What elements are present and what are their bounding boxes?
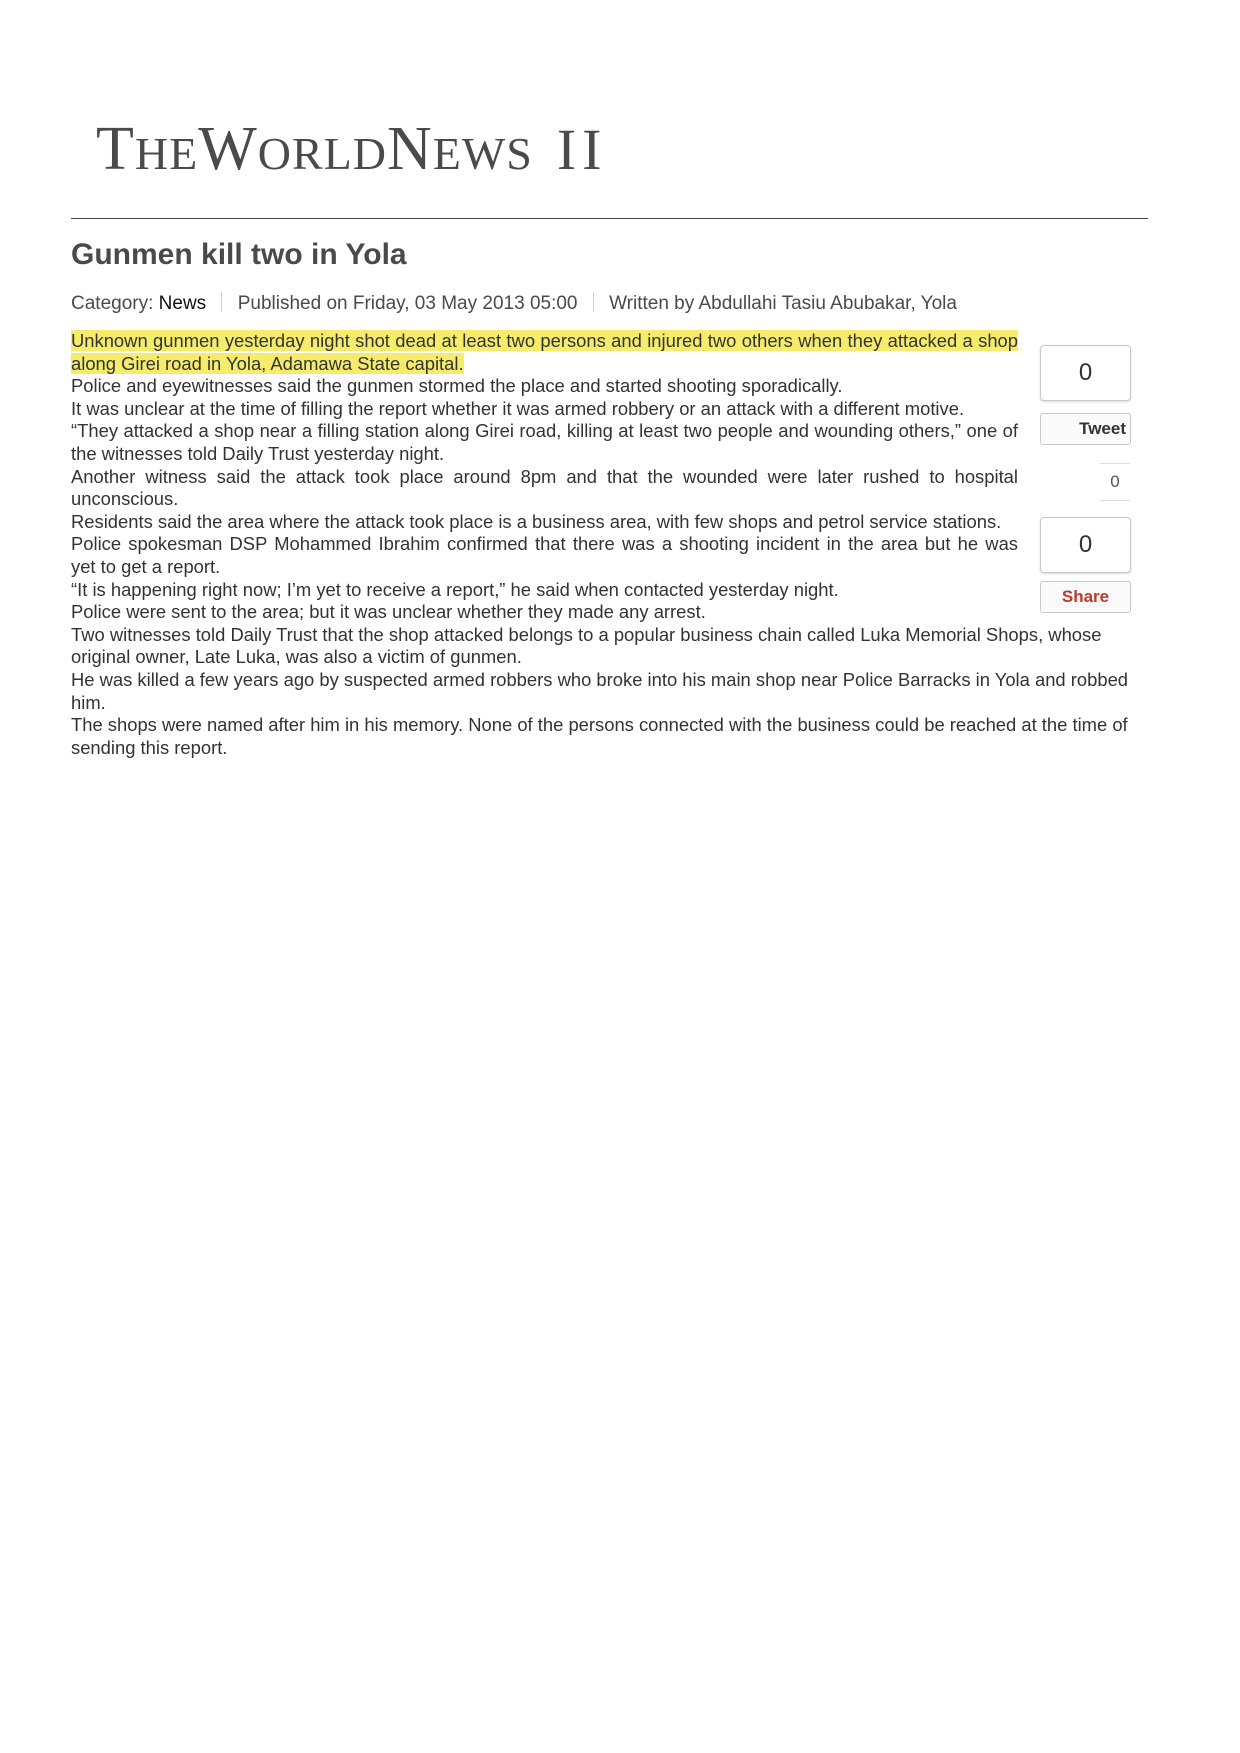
meta-separator [593, 292, 594, 312]
header-divider [71, 218, 1148, 219]
body-paragraph: Residents said the area where the attack took place is a business area, with few shops and petrol service stations. [71, 510, 1002, 532]
body-paragraph: “They attacked a shop near a filling station along Girei road, killing at least two people and wounding others,” one of the witnesses told Daily Trust yesterday night. [71, 420, 1018, 464]
category-link[interactable]: News [158, 293, 207, 314]
body-paragraph: It was unclear at the time of filling the report whether it was armed robbery or an attack with a different motive. [71, 397, 965, 419]
tweet-count-box: 0 [1040, 345, 1131, 401]
tweet-button[interactable]: Tweet [1040, 413, 1131, 445]
body-paragraph: Police were sent to the area; but it was unclear whether they made any arrest. [71, 601, 706, 623]
article-meta [71, 292, 957, 315]
meta-separator [221, 292, 222, 312]
published-date: Published on Friday, 03 May 2013 05:00 [237, 293, 578, 314]
share-button[interactable]: Share [1040, 581, 1131, 613]
body-paragraph: Police spokesman DSP Mohammed Ibrahim confirmed that there was a shooting incident in the area but he was yet to get a report. [71, 533, 1039, 577]
body-paragraph: “It is happening right now; I’m yet to receive a report,” he said when contacted yesterday night. [71, 578, 839, 600]
plusone-count: 0 [1100, 463, 1130, 501]
highlighted-text: Unknown gunmen yesterday night shot dead at least two persons and injured two others when they attacked a shop along Girei road in Yola, Adamawa State capital. [71, 330, 1018, 374]
body-paragraph: He was killed a few years ago by suspected armed robbers who broke into his main shop near Police Barracks in Yola and robbed him. [71, 668, 1129, 713]
body-paragraph: The shops were named after him in his memory. None of the persons connected with the business could be reached at the time of sending this report. [71, 714, 1128, 758]
share-count-box: 0 [1040, 517, 1131, 573]
body-paragraph: Two witnesses told Daily Trust that the shop attacked belongs to a popular business chain called Luka Memorial Shops, whose original owner, Late Luka, was also a victim of gunmen. [71, 623, 1102, 668]
body-paragraph: Another witness said the attack took place around 8pm and that the wounded were later rushed to hospital unconscious. [71, 465, 1018, 510]
body-paragraph: Police and eyewitnesses said the gunmen stormed the place and started shooting sporadically. [71, 375, 843, 397]
article-title: Gunmen kill two in Yola [71, 238, 407, 271]
lead-paragraph [71, 330, 1018, 375]
author-byline: Written by Abdullahi Tasiu Abubakar, Yola [609, 293, 957, 314]
article-body [71, 330, 1148, 759]
site-masthead: THEWORLDNEWS II [96, 115, 608, 183]
category-label: Category: [71, 293, 154, 314]
